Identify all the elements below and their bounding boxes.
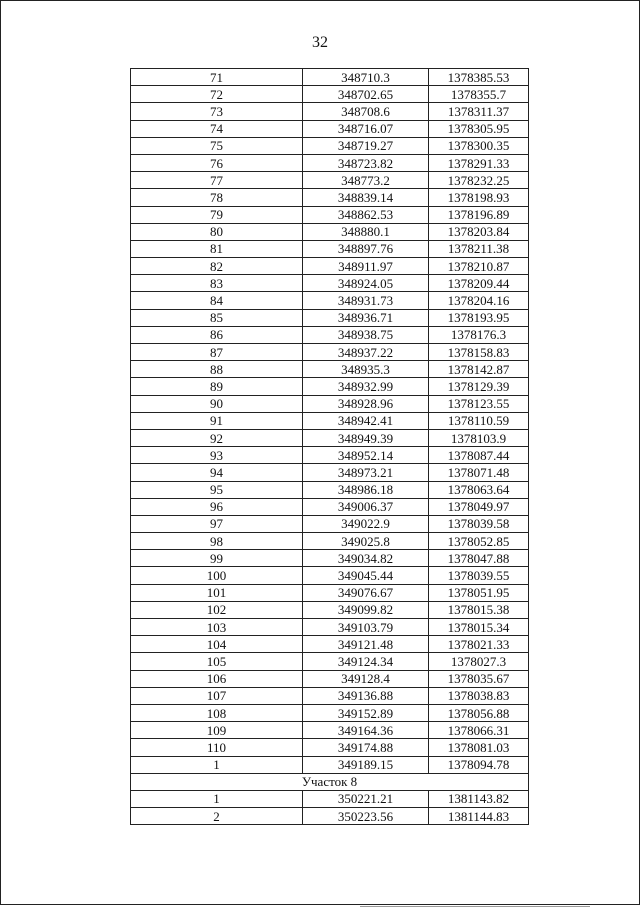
y-coordinate-cell: 1378209.44 — [429, 275, 529, 292]
point-number-cell: 94 — [131, 464, 303, 481]
x-coordinate-cell: 348932.99 — [303, 378, 429, 395]
point-number-cell: 98 — [131, 533, 303, 550]
y-coordinate-cell: 1378300.35 — [429, 137, 529, 154]
table-row — [131, 206, 529, 223]
table-row — [131, 154, 529, 171]
point-number-cell: 88 — [131, 361, 303, 378]
point-number-cell: 104 — [131, 636, 303, 653]
y-coordinate-cell: 1381144.83 — [429, 808, 529, 825]
x-coordinate-cell: 348702.65 — [303, 86, 429, 103]
y-coordinate-cell: 1378291.33 — [429, 154, 529, 171]
y-coordinate-cell: 1378203.84 — [429, 223, 529, 240]
point-number-cell: 73 — [131, 103, 303, 120]
y-coordinate-cell: 1378198.93 — [429, 189, 529, 206]
x-coordinate-cell: 348937.22 — [303, 344, 429, 361]
point-number-cell: 79 — [131, 206, 303, 223]
y-coordinate-cell: 1378232.25 — [429, 172, 529, 189]
table-row — [131, 86, 529, 103]
point-number-cell: 78 — [131, 189, 303, 206]
y-coordinate-cell: 1378355.7 — [429, 86, 529, 103]
table-row — [131, 670, 529, 687]
y-coordinate-cell: 1378056.88 — [429, 704, 529, 721]
table-row — [131, 223, 529, 240]
point-number-cell: 84 — [131, 292, 303, 309]
table-row — [131, 619, 529, 636]
table-row — [131, 344, 529, 361]
point-number-cell: 100 — [131, 567, 303, 584]
x-coordinate-cell: 348938.75 — [303, 326, 429, 343]
table-row — [131, 533, 529, 550]
table-row — [131, 292, 529, 309]
y-coordinate-cell: 1378071.48 — [429, 464, 529, 481]
y-coordinate-cell: 1378193.95 — [429, 309, 529, 326]
table-row — [131, 412, 529, 429]
table-row — [131, 189, 529, 206]
table-row — [131, 636, 529, 653]
y-coordinate-cell: 1381143.82 — [429, 790, 529, 807]
table-row — [131, 172, 529, 189]
x-coordinate-cell: 349189.15 — [303, 756, 429, 773]
table-row — [131, 395, 529, 412]
point-number-cell: 101 — [131, 584, 303, 601]
x-coordinate-cell: 348952.14 — [303, 447, 429, 464]
y-coordinate-cell: 1378176.3 — [429, 326, 529, 343]
point-number-cell: 74 — [131, 120, 303, 137]
point-number-cell: 103 — [131, 619, 303, 636]
y-coordinate-cell: 1378311.37 — [429, 103, 529, 120]
x-coordinate-cell: 348710.3 — [303, 69, 429, 86]
table-row — [131, 275, 529, 292]
table-row — [131, 120, 529, 137]
table-row — [131, 756, 529, 773]
y-coordinate-cell: 1378039.58 — [429, 515, 529, 532]
x-coordinate-cell: 348924.05 — [303, 275, 429, 292]
point-number-cell: 97 — [131, 515, 303, 532]
x-coordinate-cell: 349128.4 — [303, 670, 429, 687]
y-coordinate-cell: 1378103.9 — [429, 429, 529, 446]
x-coordinate-cell: 348911.97 — [303, 258, 429, 275]
x-coordinate-cell: 348723.82 — [303, 154, 429, 171]
x-coordinate-cell: 349022.9 — [303, 515, 429, 532]
y-coordinate-cell: 1378052.85 — [429, 533, 529, 550]
x-coordinate-cell: 349045.44 — [303, 567, 429, 584]
x-coordinate-cell: 349025.8 — [303, 533, 429, 550]
y-coordinate-cell: 1378066.31 — [429, 722, 529, 739]
table-row — [131, 515, 529, 532]
point-number-cell: 92 — [131, 429, 303, 446]
table-row — [131, 653, 529, 670]
y-coordinate-cell: 1378027.3 — [429, 653, 529, 670]
table-row — [131, 790, 529, 807]
y-coordinate-cell: 1378210.87 — [429, 258, 529, 275]
section-header-row — [131, 773, 529, 790]
table-row — [131, 447, 529, 464]
section-header: Участок 8 — [131, 773, 529, 790]
y-coordinate-cell: 1378047.88 — [429, 550, 529, 567]
x-coordinate-cell: 348862.53 — [303, 206, 429, 223]
x-coordinate-cell: 349034.82 — [303, 550, 429, 567]
point-number-cell: 110 — [131, 739, 303, 756]
point-number-cell: 71 — [131, 69, 303, 86]
x-coordinate-cell: 348719.27 — [303, 137, 429, 154]
x-coordinate-cell: 349121.48 — [303, 636, 429, 653]
table-row — [131, 137, 529, 154]
y-coordinate-cell: 1378035.67 — [429, 670, 529, 687]
table-row — [131, 361, 529, 378]
y-coordinate-cell: 1378087.44 — [429, 447, 529, 464]
table-row — [131, 550, 529, 567]
table-row — [131, 704, 529, 721]
point-number-cell: 76 — [131, 154, 303, 171]
table-row — [131, 687, 529, 704]
table-row — [131, 584, 529, 601]
x-coordinate-cell: 350223.56 — [303, 808, 429, 825]
point-number-cell: 99 — [131, 550, 303, 567]
point-number-cell: 91 — [131, 412, 303, 429]
x-coordinate-cell: 350221.21 — [303, 790, 429, 807]
table-row — [131, 464, 529, 481]
point-number-cell: 107 — [131, 687, 303, 704]
y-coordinate-cell: 1378129.39 — [429, 378, 529, 395]
table-row — [131, 722, 529, 739]
y-coordinate-cell: 1378039.55 — [429, 567, 529, 584]
page-number: 32 — [312, 34, 328, 51]
point-number-cell: 102 — [131, 601, 303, 618]
point-number-cell: 95 — [131, 481, 303, 498]
y-coordinate-cell: 1378051.95 — [429, 584, 529, 601]
point-number-cell: 80 — [131, 223, 303, 240]
table-row — [131, 601, 529, 618]
point-number-cell: 82 — [131, 258, 303, 275]
x-coordinate-cell: 348708.6 — [303, 103, 429, 120]
x-coordinate-cell: 348949.39 — [303, 429, 429, 446]
x-coordinate-cell: 349076.67 — [303, 584, 429, 601]
point-number-cell: 106 — [131, 670, 303, 687]
x-coordinate-cell: 348936.71 — [303, 309, 429, 326]
y-coordinate-cell: 1378123.55 — [429, 395, 529, 412]
y-coordinate-cell: 1378038.83 — [429, 687, 529, 704]
y-coordinate-cell: 1378211.38 — [429, 240, 529, 257]
x-coordinate-cell: 349174.88 — [303, 739, 429, 756]
point-number-cell: 1 — [131, 756, 303, 773]
y-coordinate-cell: 1378015.38 — [429, 601, 529, 618]
point-number-cell: 83 — [131, 275, 303, 292]
y-coordinate-cell: 1378204.16 — [429, 292, 529, 309]
y-coordinate-cell: 1378110.59 — [429, 412, 529, 429]
x-coordinate-cell: 348897.76 — [303, 240, 429, 257]
table-row — [131, 69, 529, 86]
x-coordinate-cell: 349152.89 — [303, 704, 429, 721]
coordinates-table — [130, 68, 529, 825]
x-coordinate-cell: 348931.73 — [303, 292, 429, 309]
x-coordinate-cell: 348839.14 — [303, 189, 429, 206]
x-coordinate-cell: 349006.37 — [303, 498, 429, 515]
table-row — [131, 498, 529, 515]
y-coordinate-cell: 1378158.83 — [429, 344, 529, 361]
x-coordinate-cell: 348716.07 — [303, 120, 429, 137]
x-coordinate-cell: 349164.36 — [303, 722, 429, 739]
table-row — [131, 481, 529, 498]
table-row — [131, 429, 529, 446]
y-coordinate-cell: 1378385.53 — [429, 69, 529, 86]
x-coordinate-cell: 349099.82 — [303, 601, 429, 618]
x-coordinate-cell: 348880.1 — [303, 223, 429, 240]
point-number-cell: 90 — [131, 395, 303, 412]
y-coordinate-cell: 1378021.33 — [429, 636, 529, 653]
x-coordinate-cell: 348986.18 — [303, 481, 429, 498]
point-number-cell: 93 — [131, 447, 303, 464]
table-row — [131, 326, 529, 343]
point-number-cell: 72 — [131, 86, 303, 103]
point-number-cell: 96 — [131, 498, 303, 515]
x-coordinate-cell: 349103.79 — [303, 619, 429, 636]
y-coordinate-cell: 1378142.87 — [429, 361, 529, 378]
point-number-cell: 75 — [131, 137, 303, 154]
table-row — [131, 103, 529, 120]
point-number-cell: 105 — [131, 653, 303, 670]
y-coordinate-cell: 1378081.03 — [429, 739, 529, 756]
table-row — [131, 240, 529, 257]
point-number-cell: 109 — [131, 722, 303, 739]
x-coordinate-cell: 348773.2 — [303, 172, 429, 189]
x-coordinate-cell: 348935.3 — [303, 361, 429, 378]
table-row — [131, 378, 529, 395]
table-row — [131, 309, 529, 326]
table-row — [131, 258, 529, 275]
point-number-cell: 1 — [131, 790, 303, 807]
x-coordinate-cell: 348928.96 — [303, 395, 429, 412]
point-number-cell: 85 — [131, 309, 303, 326]
y-coordinate-cell: 1378305.95 — [429, 120, 529, 137]
point-number-cell: 77 — [131, 172, 303, 189]
y-coordinate-cell: 1378063.64 — [429, 481, 529, 498]
point-number-cell: 2 — [131, 808, 303, 825]
y-coordinate-cell: 1378196.89 — [429, 206, 529, 223]
point-number-cell: 108 — [131, 704, 303, 721]
table-row — [131, 808, 529, 825]
point-number-cell: 86 — [131, 326, 303, 343]
x-coordinate-cell: 348942.41 — [303, 412, 429, 429]
table-row — [131, 739, 529, 756]
point-number-cell: 87 — [131, 344, 303, 361]
table-row — [131, 567, 529, 584]
x-coordinate-cell: 349124.34 — [303, 653, 429, 670]
point-number-cell: 81 — [131, 240, 303, 257]
x-coordinate-cell: 349136.88 — [303, 687, 429, 704]
x-coordinate-cell: 348973.21 — [303, 464, 429, 481]
y-coordinate-cell: 1378094.78 — [429, 756, 529, 773]
point-number-cell: 89 — [131, 378, 303, 395]
y-coordinate-cell: 1378049.97 — [429, 498, 529, 515]
y-coordinate-cell: 1378015.34 — [429, 619, 529, 636]
